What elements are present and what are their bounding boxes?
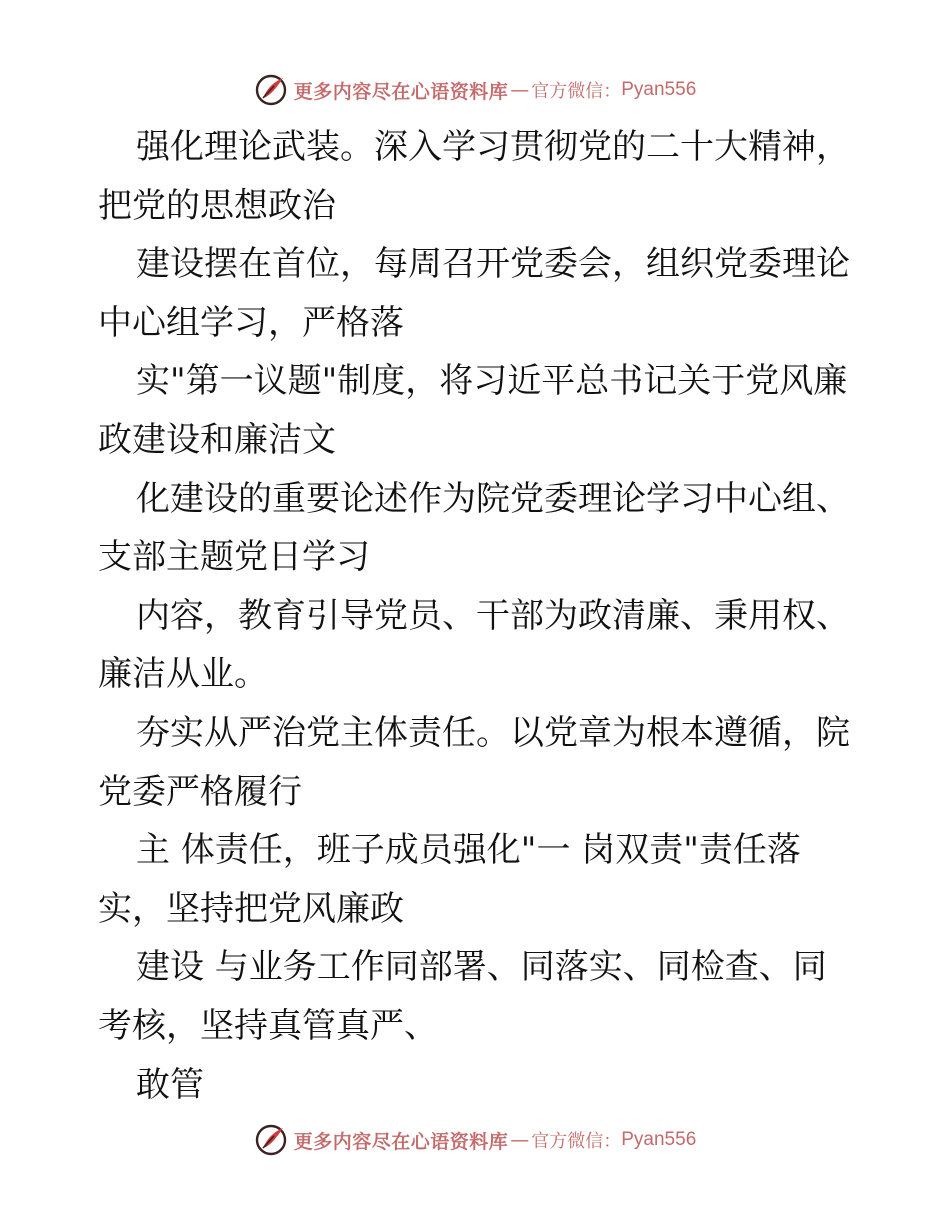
header-wechat-label: 官方微信： — [531, 81, 622, 102]
body-line: 实"第一议题"制度，将习近平总书记关于党风廉 — [136, 361, 848, 402]
body-line: 实，坚持把党风廉政 — [98, 888, 404, 929]
body-line: 廉洁从业。 — [98, 654, 268, 695]
body-line: 考核，坚持真管真严、 — [98, 1005, 438, 1046]
body-line: 夯实从严治党主体责任。以党章为根本遵循，院 — [136, 712, 850, 753]
body-line: 主 体责任，班子成员强化"一 岗双责"责任落 — [136, 830, 801, 871]
footer-brand-text: 更多内容尽在心语资料库 — [293, 1130, 509, 1153]
footer-separator: — — [510, 1129, 530, 1151]
body-line: 中心组学习，严格落 — [98, 302, 404, 343]
body-line: 建设摆在首位，每周召开党委会，组织党委理论 — [136, 244, 850, 285]
body-line: 敢管 — [136, 1064, 204, 1105]
body-line: 内容，教育引导党员、干部为政清廉、秉用权、 — [136, 595, 850, 636]
header-banner — [0, 70, 950, 110]
body-line: 党委严格履行 — [98, 771, 302, 812]
footer-banner — [0, 1120, 950, 1160]
body-line: 政建设和廉洁文 — [98, 419, 336, 460]
body-line: 支部主题党日学习 — [98, 537, 370, 578]
header-separator: — — [510, 79, 530, 101]
pen-logo-icon — [254, 73, 288, 107]
footer-wechat-label: 官方微信： — [531, 1131, 622, 1152]
body-line: 强化理论武装。深入学习贯彻党的二十大精神， — [136, 127, 850, 167]
body-line: 化建设的重要论述作为院党委理论学习中心组、 — [136, 478, 850, 519]
pen-logo-icon — [254, 1123, 288, 1157]
body-line: 建设 与业务工作同部署、同落实、同检查、同 — [136, 947, 827, 988]
body-line: 把党的思想政治 — [98, 185, 336, 226]
document-body — [98, 118, 868, 1114]
footer-wechat-id: Pyan556 — [621, 1129, 697, 1150]
header-wechat-id: Pyan556 — [621, 79, 697, 100]
header-brand-text: 更多内容尽在心语资料库 — [293, 80, 509, 103]
